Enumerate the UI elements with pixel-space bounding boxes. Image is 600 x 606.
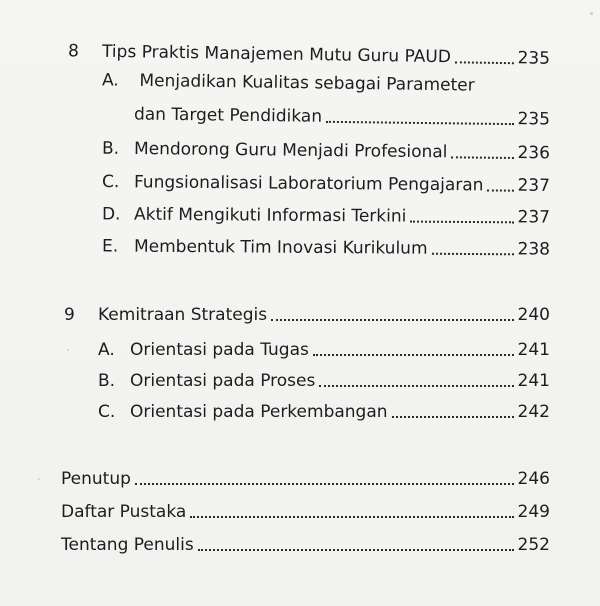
page-number: 252 (517, 535, 550, 555)
page-number: 240 (517, 305, 550, 325)
toc-section-entry (98, 370, 550, 392)
dot-leader (326, 121, 514, 125)
section-letter: D. (101, 204, 121, 225)
section-letter: A. (98, 340, 115, 360)
scan-speck (38, 478, 40, 480)
scan-speck (590, 12, 593, 15)
section-title: Orientasi pada Perkembangan (130, 402, 388, 422)
page-number: 236 (517, 143, 551, 164)
dot-leader (190, 516, 513, 518)
page-number: 241 (517, 371, 550, 391)
section-letter: A. (101, 70, 119, 91)
chapter-number: 9 (64, 305, 75, 325)
toc-section-entry (102, 138, 550, 165)
dot-leader (451, 156, 513, 159)
page-number: 249 (517, 502, 550, 522)
backmatter-title: Daftar Pustaka (61, 502, 187, 522)
section-letter: C. (98, 402, 116, 422)
section-title: Menjadikan Kualitas sebagai Parameter (139, 70, 475, 96)
section-letter: C. (101, 172, 120, 193)
toc-backmatter-entry (61, 468, 550, 490)
page-number: 237 (517, 207, 551, 228)
toc-section-entry (102, 69, 475, 96)
dot-leader (135, 483, 514, 485)
toc-section-continuation (134, 103, 550, 130)
dot-leader (319, 385, 513, 387)
scan-speck (67, 349, 69, 351)
section-title: Fungsionalisasi Laboratorium Pengajaran (133, 172, 484, 196)
section-letter: B. (101, 138, 120, 159)
chapter-title: Kemitraan Strategis (98, 305, 268, 325)
backmatter-title: Penutup (61, 469, 131, 489)
dot-leader (432, 253, 514, 256)
section-title: Orientasi pada Proses (130, 371, 316, 391)
page-number: 235 (517, 109, 551, 130)
toc-section-entry (98, 339, 550, 361)
page-number: 242 (517, 402, 550, 422)
dot-leader (313, 354, 514, 356)
dot-leader (455, 61, 514, 64)
dot-leader (271, 319, 513, 321)
section-title: Membentuk Tim Inovasi Kurikulum (133, 236, 428, 259)
page-number: 238 (517, 239, 551, 260)
section-title: Aktif Mengikuti Informasi Terkini (133, 204, 407, 227)
page-number: 246 (517, 469, 550, 489)
section-letter: B. (98, 371, 116, 391)
toc-backmatter-entry (61, 534, 550, 556)
section-title: Mendorong Guru Menjadi Profesional (133, 138, 448, 163)
chapter-number: 8 (67, 41, 80, 62)
page-number: 241 (517, 340, 550, 360)
toc-section-entry (102, 235, 550, 260)
toc-chapter-entry (68, 40, 550, 70)
toc-section-entry (102, 203, 550, 228)
page-number: 235 (517, 48, 551, 69)
toc-section-entry (98, 401, 550, 423)
dot-leader (487, 189, 513, 191)
section-title: Orientasi pada Tugas (130, 340, 309, 360)
backmatter-title: Tentang Penulis (61, 535, 194, 555)
dot-leader (198, 549, 514, 551)
dot-leader (392, 416, 514, 418)
section-title-continuation: dan Target Pendidikan (133, 104, 323, 127)
page-number: 237 (517, 175, 551, 196)
toc-backmatter-entry (61, 501, 550, 523)
section-letter: E. (101, 236, 119, 257)
dot-leader (410, 221, 513, 224)
toc-section-entry (102, 171, 550, 197)
toc-chapter-entry (64, 304, 550, 326)
chapter-title: Tips Praktis Manajemen Mutu Guru PAUD (101, 41, 452, 68)
